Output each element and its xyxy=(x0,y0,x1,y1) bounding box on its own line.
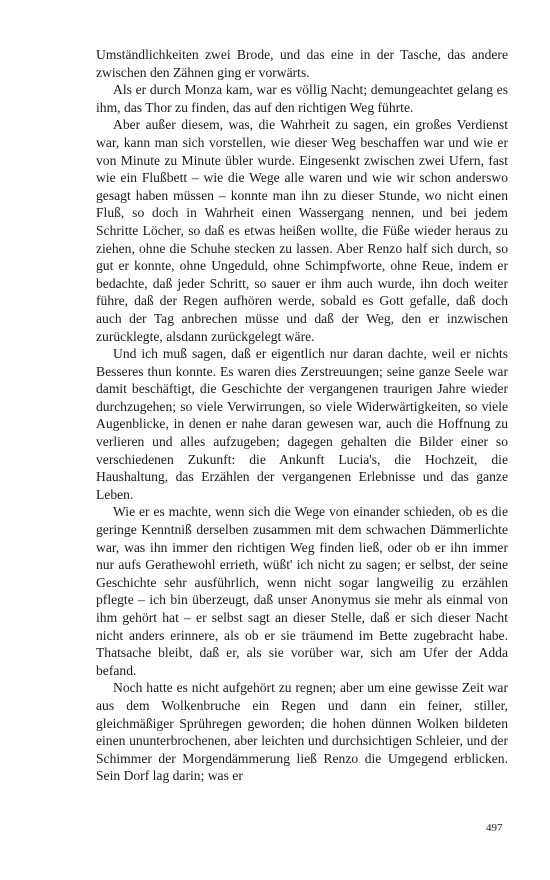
page-body xyxy=(96,46,508,785)
paragraph-continued: Umständlichkeiten zwei Brode, und das eine in der Tasche, das andere zwischen den Zähnen ging er vorwärts. xyxy=(96,47,508,80)
paragraph: Und ich muß sagen, daß er eigentlich nur daran dachte, weil er nichts Besseres thun konnte. Es waren dies Zerstreuungen; seine ganze Seele war damit beschäftigt, die Geschichte der vergangenen traurigen Jahre wieder durchzugehen; so viele Verwirrungen, so viele Widerwärtigkeiten, so viele Augenblicke, in denen er nahe daran gewesen war, auch die Hoffnung zu verlieren und alles aufzugeben; dagegen gehalten die Bilder einer so verschiedenen Zukunft: die Ankunft Lucia's, die Hochzeit, die Haushaltung, das Erzählen der vergangenen Erlebnisse und das ganze Leben. xyxy=(96,346,508,502)
paragraph: Wie er es machte, wenn sich die Wege von einander schieden, ob es die geringe Kenntniß derselben zusammen mit dem schwachen Dämmerlichte war, was ihn immer den richtigen Weg finden ließ, oder ob er ihn immer nur aufs Gerathewohl errieth, wüßt' ich nicht zu sagen; er selbst, der seine Geschichte sehr ausführlich, wenn nicht sogar langweilig zu erzählen pflegte – ich bin überzeugt, daß unser Anonymus sie mehr als einmal von ihm gehört hat – er selbst sagt an dieser Stelle, daß er sich dieser Nacht nicht anders erinnere, als ob er sie träumend im Bette zugebracht habe. Thatsache bleibt, daß er, als sie vorüber war, sich am Ufer der Adda befand. xyxy=(96,504,508,678)
paragraph: Aber außer diesem, was, die Wahrheit zu sagen, ein großes Verdienst war, kann man sich vorstellen, wie dieser Weg beschaffen war und wie er von Minute zu Minute übler wurde. Eingesenkt zwischen zwei Ufern, fast wie ein Flußbett – wie die Wege alle waren und wie wir schon anderswo gesagt haben müssen – konnte man ihn zu dieser Stunde, wo nicht einen Fluß, so doch in Wahrheit einen Wassergang nennen, und bei jedem Schritte Löcher, so daß es etwas heißen wollte, die Füße wieder heraus zu ziehen, ohne die Schuhe stecken zu lassen. Aber Renzo half sich durch, so gut er konnte, ohne Ungeduld, ohne Schimpfworte, ohne Reue, indem er bedachte, daß jeder Schritt, so sauer er ihm auch wurde, ihn doch weiter führe, daß der Regen aufhören werde, sobald es Gott gefalle, daß doch auch der Tag anbrechen müsse und daß der Weg, den er inzwischen zurücklegte, alsdann zurückgelegt wäre. xyxy=(96,117,508,344)
paragraph: Als er durch Monza kam, war es völlig Nacht; demungeachtet gelang es ihm, das Thor zu finden, das auf den richtigen Weg führte. xyxy=(96,82,508,115)
paragraph: Noch hatte es nicht aufgehört zu regnen; aber um eine gewisse Zeit war aus dem Wolkenbruche ein Regen und dann ein feiner, stiller, gleichmäßiger Sprühregen geworden; die hohen dünnen Wolken bildeten einen ununterbrochenen, aber leichten und durchsichtigen Schleier, und der Schimmer der Morgendämmerung ließ Renzo die Umgegend erblicken. Sein Dorf lag darin; was er xyxy=(96,680,508,784)
page-number: 497 xyxy=(486,822,503,834)
